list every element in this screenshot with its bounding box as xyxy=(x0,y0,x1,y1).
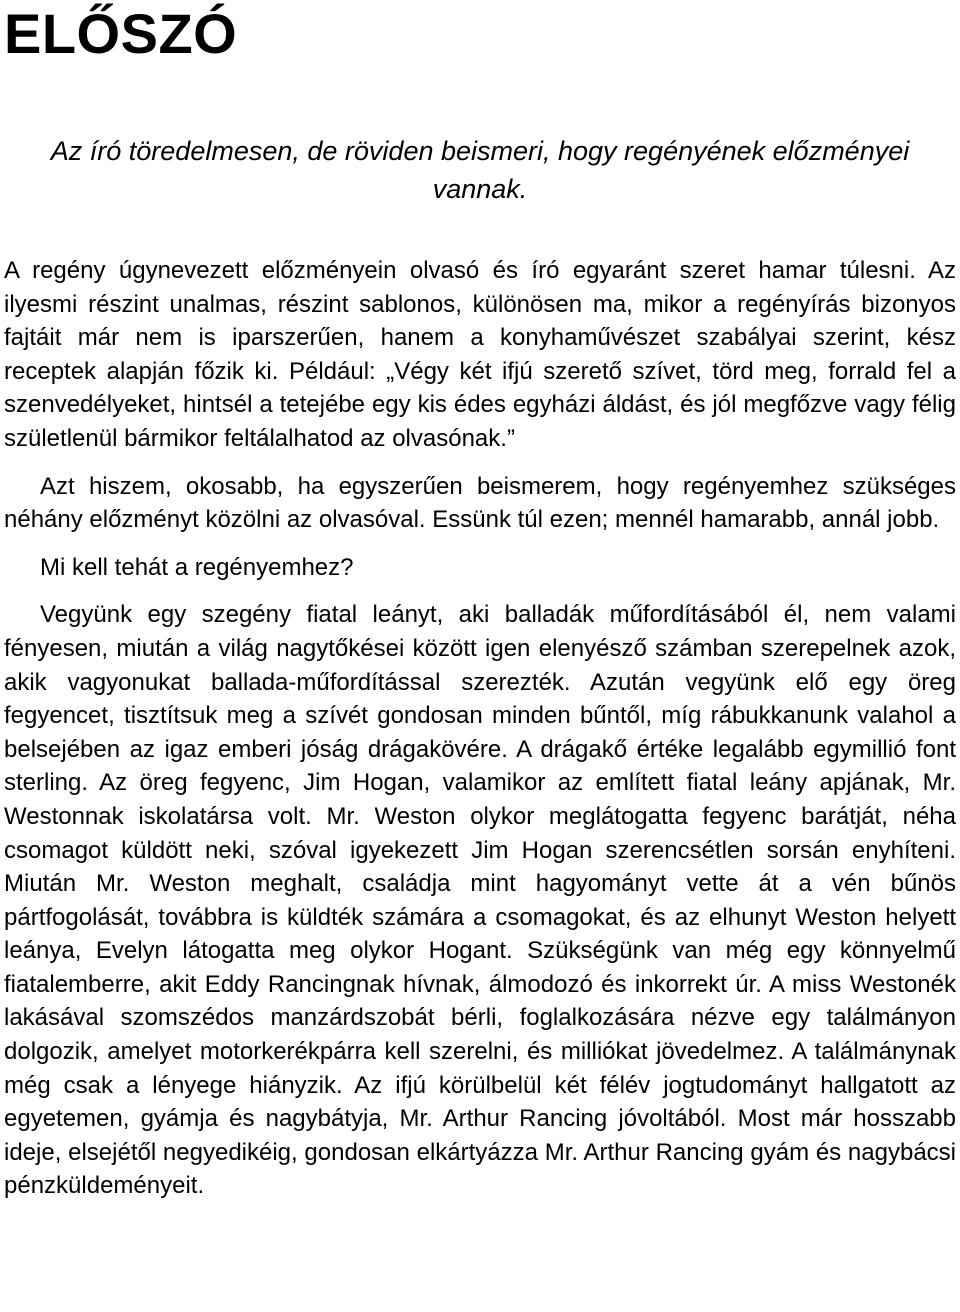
body-text xyxy=(4,254,956,1203)
chapter-summary: Az író töredelmesen, de röviden beismeri, hogy regényének előzményei vannak. xyxy=(50,136,910,204)
paragraph: Vegyünk egy szegény fiatal leányt, aki balladák műfordításából él, nem valami fényesen, miután a világ nagytőkései között igen elenyésző számban szerepelnek azok, akik vagyonukat ballada-műfordítással szerezték. Azután vegyünk elő egy öreg fegyencet, tisztítsuk meg a szívét gondosan minden bűntől, míg rábukkanunk valahol a belsejében az igaz emberi jóság drágakövére. A drágakő értéke legalább egymillió font sterling. Az öreg fegyenc, Jim Hogan, valamikor az említett fiatal leány apjának, Mr. Westonnak iskolatársa volt. Mr. Weston olykor meglátogatta fegyenc barátját, néha csomagot küldött neki, szóval igyekezett Jim Hogan szerencsétlen sorsán enyhíteni. Miután Mr. Weston meghalt, családja mint hagyományt vette át a vén bűnös pártfogolását, továbbra is küldték számára a csomagokat, és az elhunyt Weston helyett leánya, Evelyn látogatta meg olykor Hogant. Szükségünk van még egy könnyelmű fiatalemberre, akit Eddy Rancingnak hívnak, álmodozó és inkorrekt úr. A miss Westonék lakásával szomszédos manzárdszobát bérli, foglalkozására nézve egy találmányon dolgozik, amelyet motorkerékpárra kell szerelni, és milliókat jövedelmez. A találmánynak még csak a lényege hiányzik. Az ifjú körülbelül két félév jogtudományt hallgatott az egyetemen, gyámja és nagybátyja, Mr. Arthur Rancing jóvoltából. Most már hosszabb ideje, elsejétől negyedikéig, gondosan elkártyázza Mr. Arthur Rancing gyám és nagybácsi pénzküldeményeit. xyxy=(4,601,956,1200)
paragraph: Azt hiszem, okosabb, ha egyszerűen beismerem, hogy regényemhez szükséges néhány előzményt közölni az olvasóval. Essünk túl ezen; mennél hamarabb, annál jobb. xyxy=(4,472,956,534)
page-title: ELŐSZÓ xyxy=(4,2,238,65)
paragraph: A regény úgynevezett előzményein olvasó és író egyaránt szeret hamar túlesni. Az ilyesmi részint unalmas, részint sablonos, különösen ma, mikor a regényírás bizonyos fajtáit már nem is iparszerűen, hanem a konyhaművészet szabályai szerint, kész receptek alapján főzik ki. Például: „Végy két ifjú szerető szívet, törd meg, forrald fel a szenvedélyeket, hintsél a tetejébe egy kis édes egyházi áldást, és jól megfőzve vagy félig születlenül bármikor feltálalhatod az olvasónak.” xyxy=(4,257,956,452)
paragraph: Mi kell tehát a regényemhez? xyxy=(40,553,354,581)
